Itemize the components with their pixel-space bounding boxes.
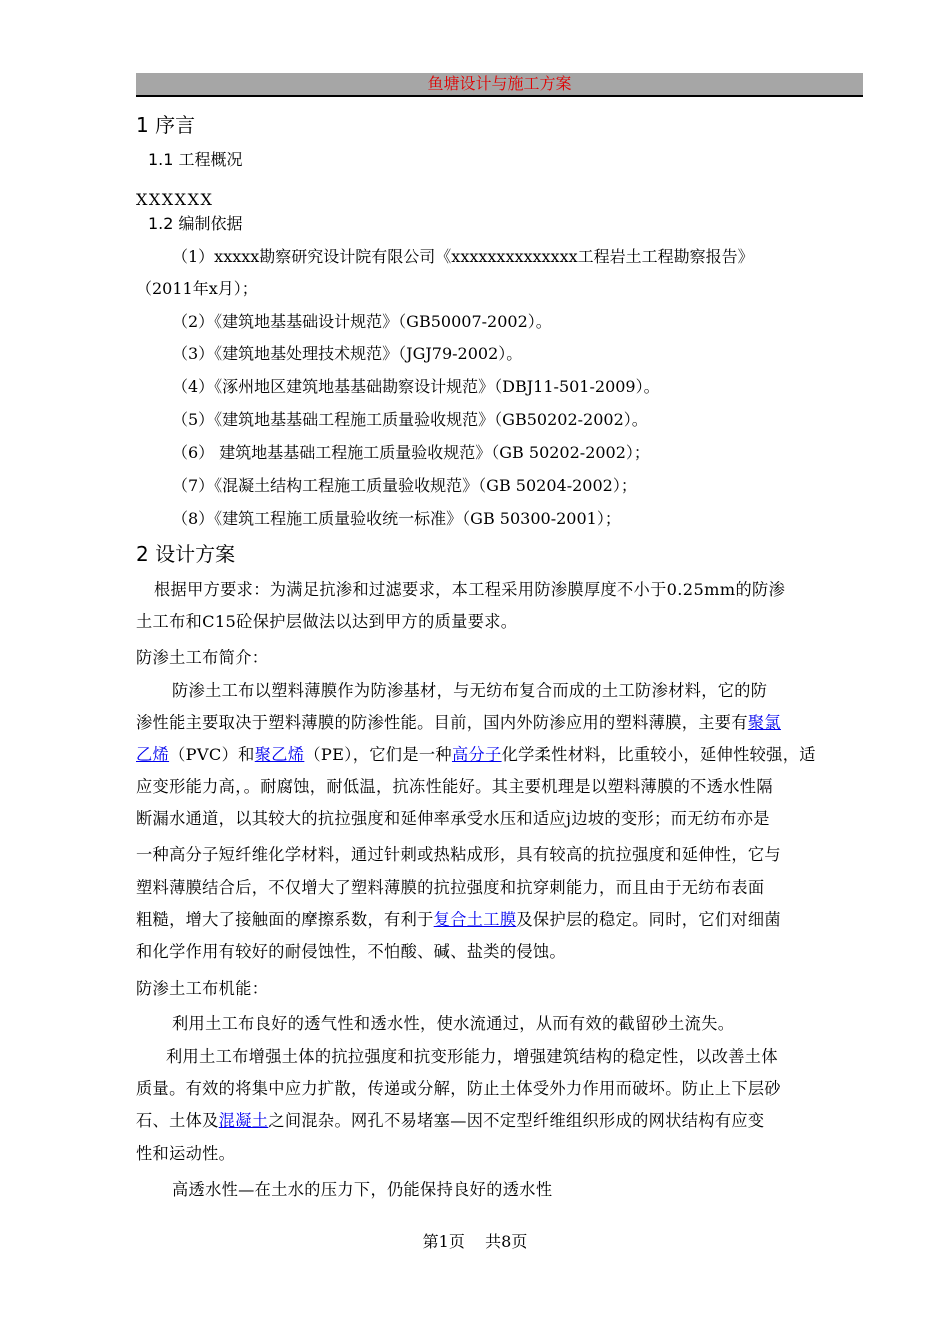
reference-item: （4）《涿州地区建筑地基基础勘察设计规范》（DBJ11-501-2009）。 <box>172 377 660 396</box>
project-overview-text: XXXXXX <box>136 190 214 209</box>
intro-paragraph-line: 塑料薄膜结合后，不仅增大了塑料薄膜的抗拉强度和抗穿刺能力，而且由于无纺布表面 <box>136 878 765 897</box>
intro-paragraph-line: 防渗土工布以塑料薄膜作为防渗基材，与无纺布复合而成的土工防渗材料，它的防 <box>172 681 768 700</box>
function-line: 性和运动性。 <box>136 1144 236 1163</box>
intro-text: 渗性能主要取决于塑料薄膜的防渗性能。目前，国内外防渗应用的塑料薄膜，主要有 <box>136 713 748 732</box>
intro-paragraph-line: 应变形能力高，。耐腐蚀，耐低温，抗冻性能好。其主要机理是以塑料薄膜的不透水性隔 <box>136 777 773 796</box>
section-1-2-heading: 1.2 编制依据 <box>148 214 243 233</box>
intro-text: 化学柔性材料，比重较小，延伸性较强，适 <box>501 745 816 764</box>
reference-item: （6） 建筑地基基础工程施工质量验收规范》（GB 50202-2002）； <box>172 443 650 462</box>
reference-item: （2011年x月）； <box>136 279 258 298</box>
pe-link[interactable]: 聚乙烯 <box>254 745 305 764</box>
intro-text: 及保护层的稳定。同时，它们对细菌 <box>516 910 781 929</box>
function-line: 质量。有效的将集中应力扩散，传递或分解，防止土体受外力作用而破坏。防止上下层砂 <box>136 1079 781 1098</box>
function-line <box>136 1111 764 1131</box>
document-header <box>136 73 863 97</box>
intro-text: （PVC）和 <box>169 745 255 764</box>
reference-item: （8）《建筑工程施工质量验收统一标准》（GB 50300-2001）； <box>172 509 621 528</box>
function-label: 防渗土工布机能： <box>136 979 269 998</box>
function-text: 石、土体及 <box>136 1111 219 1130</box>
document-title: 鱼塘设计与施工方案 <box>427 74 572 93</box>
intro-paragraph-line <box>136 910 781 930</box>
concrete-link[interactable]: 混凝土 <box>218 1111 269 1130</box>
section-1-heading: 1 序言 <box>136 113 196 137</box>
requirement-line: 根据甲方要求：为满足抗渗和过滤要求，本工程采用防渗膜厚度不小于0.25mm的防渗 <box>154 580 786 599</box>
reference-item: （1）xxxxx勘察研究设计院有限公司《xxxxxxxxxxxxxx工程岩土工程勘察报告》 <box>172 247 754 266</box>
reference-item: （7）《混凝土结构工程施工质量验收规范》（GB 50204-2002）； <box>172 476 637 495</box>
reference-item: （5）《建筑地基基础工程施工质量验收规范》（GB50202-2002）。 <box>172 410 648 429</box>
polymer-link[interactable]: 高分子 <box>451 745 502 764</box>
function-line: 利用土工布良好的透气性和透水性，使水流通过，从而有效的截留砂土流失。 <box>172 1014 735 1033</box>
intro-paragraph-line: 一种高分子短纤维化学材料，通过针刺或热粘成形，具有较高的抗拉强度和延伸性，它与 <box>136 845 781 864</box>
intro-text: （PE），它们是一种 <box>304 745 452 764</box>
intro-paragraph-line <box>136 713 781 733</box>
pvc-link-cont[interactable]: 乙烯 <box>136 745 170 764</box>
page-number: 第1页 共8页 <box>422 1232 528 1251</box>
composite-geomembrane-link[interactable]: 复合土工膜 <box>433 910 517 929</box>
intro-text: 粗糙，增大了接触面的摩擦系数，有利于 <box>136 910 434 929</box>
reference-item: （2）《建筑地基基础设计规范》（GB50007-2002）。 <box>172 312 552 331</box>
section-1-1-heading: 1.1 工程概况 <box>148 150 243 169</box>
pvc-link[interactable]: 聚氯 <box>747 713 781 732</box>
requirement-line: 土工布和C15砼保护层做法以达到甲方的质量要求。 <box>136 612 518 631</box>
intro-paragraph-line: 和化学作用有较好的耐侵蚀性，不怕酸、碱、盐类的侵蚀。 <box>136 942 566 961</box>
function-line: 高透水性—在土水的压力下，仍能保持良好的透水性 <box>172 1180 553 1199</box>
section-2-heading: 2 设计方案 <box>136 542 236 566</box>
intro-label: 防渗土工布简介： <box>136 648 269 667</box>
reference-item: （3）《建筑地基处理技术规范》（JGJ79-2002）。 <box>172 344 523 363</box>
intro-paragraph-line <box>136 745 816 765</box>
function-text: 之间混杂。网孔不易堵塞—因不定型纤维组织形成的网状结构有应变 <box>268 1111 765 1130</box>
page-footer <box>0 1229 950 1252</box>
intro-paragraph-line: 断漏水通道，以其较大的抗拉强度和延伸率承受水压和适应j边坡的变形；而无纺布亦是 <box>136 809 770 828</box>
function-line: 利用土工布增强土体的抗拉强度和抗变形能力，增强建筑结构的稳定性，以改善土体 <box>166 1047 778 1066</box>
